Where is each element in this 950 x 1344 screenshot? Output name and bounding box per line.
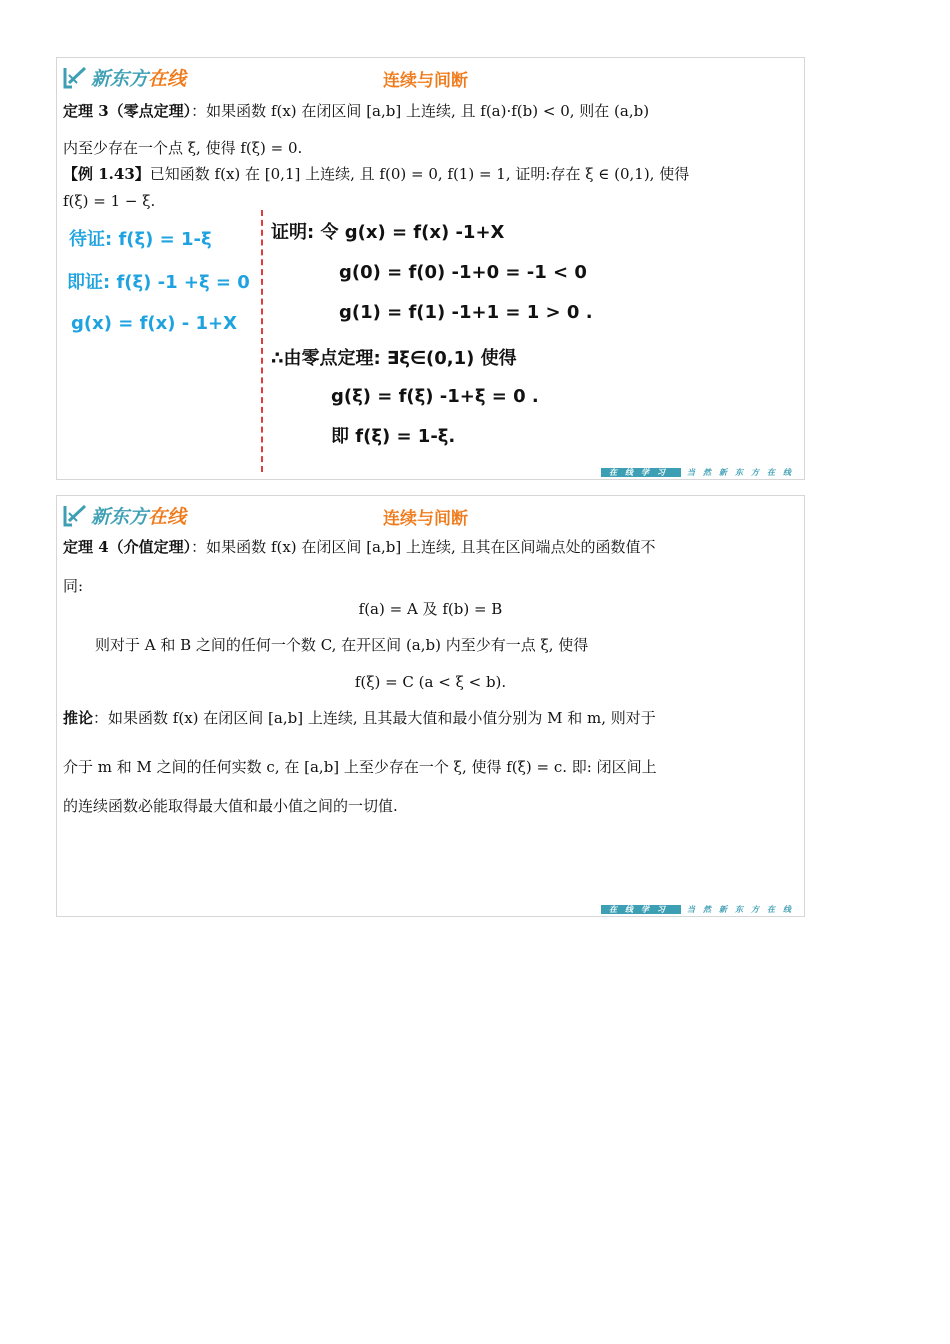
- example-line-1: 【例 1.43】已知函数 f(x) 在 [0,1] 上连续, 且 f(0) = 0, f(1) = 1, 证明:存在 ξ ∈ (0,1), 使得: [63, 165, 690, 183]
- theorem-4-body: 则对于 A 和 B 之间的任何一个数 C, 在开区间 (a,b) 内至少有一点 ξ, 使得: [95, 636, 589, 654]
- handwriting-left-1: 待证: f(ξ) = 1-ξ: [69, 229, 212, 250]
- brand-logo: [63, 500, 186, 530]
- theorem-3-lead: 定理 3（零点定理）: [63, 102, 192, 120]
- handwriting-proof-6: 即 f(ξ) = 1-ξ.: [331, 426, 456, 447]
- footer-slogan: 当然新东方在线: [687, 467, 799, 477]
- logo-text: 新东方在线: [91, 67, 187, 90]
- footer-bar: 在线学习: [601, 468, 681, 477]
- formula-fa-fb: f(a) = A 及 f(b) = B: [358, 600, 503, 618]
- corollary-line-3: 的连续函数必能取得最大值和最小值之间的一切值.: [63, 797, 398, 815]
- brand-logo: [63, 62, 186, 92]
- theorem-4-line-1: 定理 4（介值定理）：如果函数 f(x) 在闭区间 [a,b] 上连续, 且其在区间端点处的函数值不: [63, 538, 656, 556]
- handwriting-proof-2: g(0) = f(0) -1+0 = -1 < 0: [339, 262, 587, 283]
- handwriting-left-3: g(x) = f(x) - 1+X: [71, 313, 237, 334]
- theorem-3-line-2: 内至少存在一个点 ξ, 使得 f(ξ) = 0.: [63, 139, 303, 157]
- example-lead: 【例 1.43】: [63, 165, 150, 183]
- slide-footer: [601, 904, 799, 914]
- slide-title: 连续与间断: [383, 71, 468, 91]
- corollary-line-1: 推论：如果函数 f(x) 在闭区间 [a,b] 上连续, 且其最大值和最小值分别为 M 和 m, 则对于: [63, 709, 656, 727]
- handwriting-proof-1: 证明: 令 g(x) = f(x) -1+X: [271, 222, 505, 243]
- example-line-2: f(ξ) = 1 − ξ.: [63, 192, 156, 210]
- formula-f-xi-c: f(ξ) = C (a < ξ < b).: [354, 673, 507, 691]
- corollary-lead: 推论: [63, 709, 94, 727]
- theorem-4-line-2: 同:: [63, 577, 84, 595]
- slide-footer: [601, 467, 799, 477]
- slide-intermediate-value-theorem: [56, 495, 805, 917]
- footer-bar: 在线学习: [601, 905, 681, 914]
- logo-text: 新东方在线: [91, 505, 187, 528]
- slide-title: 连续与间断: [383, 509, 468, 529]
- handwriting-left-2: 即证: f(ξ) -1 +ξ = 0: [67, 272, 250, 293]
- footer-slogan: 当然新东方在线: [687, 904, 799, 914]
- theorem-3-line-1: 定理 3（零点定理）：如果函数 f(x) 在闭区间 [a,b] 上连续, 且 f(a)·f(b) < 0, 则在 (a,b): [63, 102, 650, 120]
- theorem-4-lead: 定理 4（介值定理）: [63, 538, 192, 556]
- handwriting-proof-4: ∴由零点定理: ∃ξ∈(0,1) 使得: [271, 348, 517, 369]
- logo-mark-icon: [63, 503, 89, 527]
- handwriting-proof-5: g(ξ) = f(ξ) -1+ξ = 0 .: [331, 386, 539, 407]
- corollary-line-2: 介于 m 和 M 之间的任何实数 c, 在 [a,b] 上至少存在一个 ξ, 使得 f(ξ) = c. 即: 闭区间上: [63, 758, 657, 776]
- dashed-divider: [261, 210, 263, 472]
- logo-mark-icon: [63, 65, 89, 89]
- handwriting-proof-3: g(1) = f(1) -1+1 = 1 > 0 .: [339, 302, 593, 323]
- slide-zero-point-theorem: [56, 57, 805, 480]
